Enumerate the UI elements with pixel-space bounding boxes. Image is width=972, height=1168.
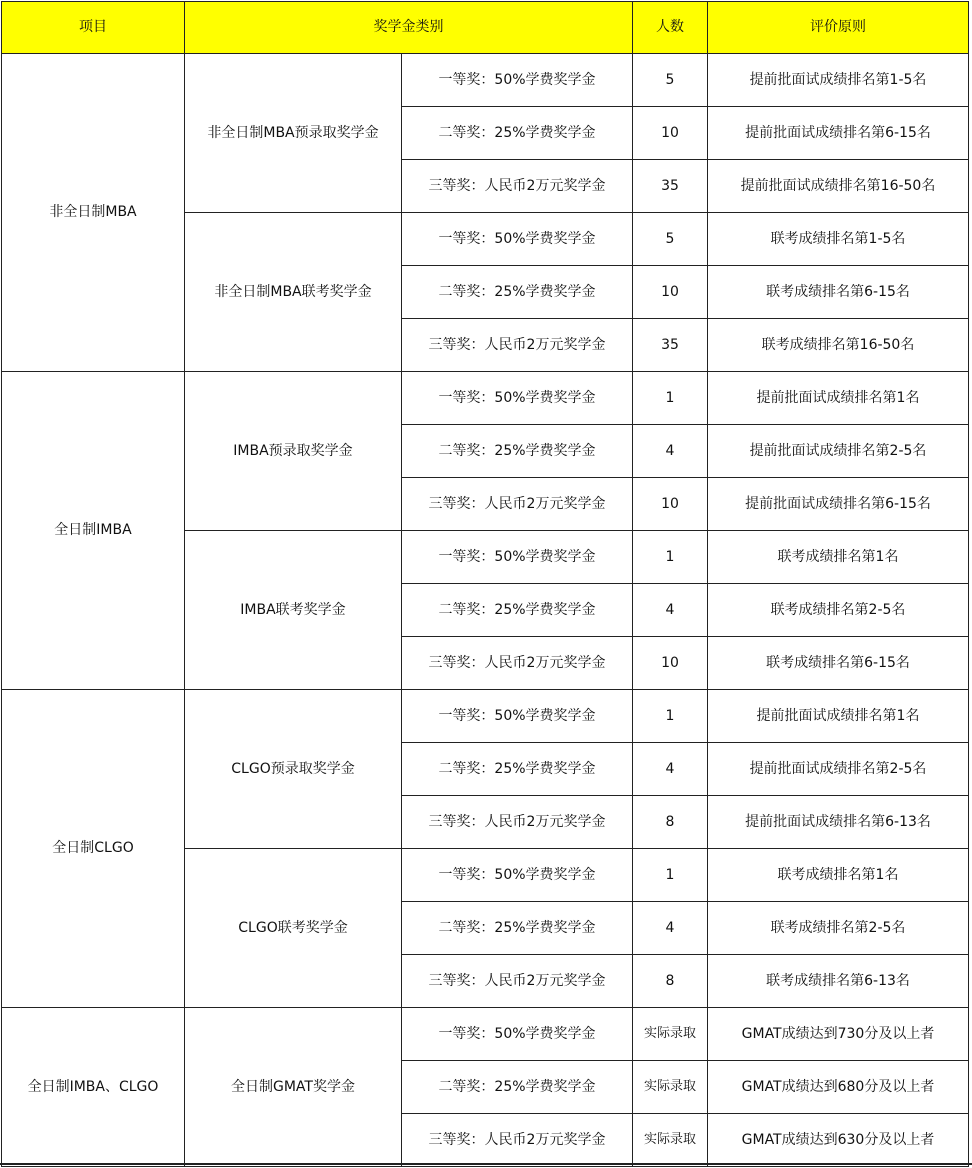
scholarship-name-cell: CLGO预录取奖学金: [185, 690, 402, 849]
award-level-cell: 一等奖：50%学费奖学金: [402, 54, 633, 107]
criteria-cell: GMAT成绩达到680分及以上者: [708, 1061, 969, 1114]
award-level-cell: 二等奖：25%学费奖学金: [402, 743, 633, 796]
scholarship-name-cell: IMBA联考奖学金: [185, 531, 402, 690]
count-cell: 1: [633, 372, 708, 425]
award-level-cell: 一等奖：50%学费奖学金: [402, 372, 633, 425]
header-criteria: 评价原则: [708, 2, 969, 54]
award-level-cell: 三等奖：人民币2万元奖学金: [402, 1114, 633, 1167]
criteria-cell: 提前批面试成绩排名第2-5名: [708, 743, 969, 796]
scholarship-name-cell: 非全日制MBA预录取奖学金: [185, 54, 402, 213]
scholarship-name-cell: 全日制GMAT奖学金: [185, 1008, 402, 1167]
criteria-cell: 联考成绩排名第2-5名: [708, 584, 969, 637]
scholarship-name-cell: CLGO联考奖学金: [185, 849, 402, 1008]
award-level-cell: 二等奖：25%学费奖学金: [402, 902, 633, 955]
criteria-cell: 联考成绩排名第1名: [708, 849, 969, 902]
bottom-rule: [0, 1163, 972, 1165]
scholarship-table: [1, 1, 969, 1167]
header-row: [2, 2, 969, 54]
criteria-cell: GMAT成绩达到730分及以上者: [708, 1008, 969, 1061]
criteria-cell: 联考成绩排名第2-5名: [708, 902, 969, 955]
award-level-cell: 三等奖：人民币2万元奖学金: [402, 319, 633, 372]
count-cell: 10: [633, 637, 708, 690]
project-cell: 非全日制MBA: [2, 54, 185, 372]
scholarship-name-cell: IMBA预录取奖学金: [185, 372, 402, 531]
criteria-cell: 提前批面试成绩排名第6-15名: [708, 107, 969, 160]
table-row: [2, 690, 969, 743]
criteria-cell: 联考成绩排名第6-13名: [708, 955, 969, 1008]
award-level-cell: 三等奖：人民币2万元奖学金: [402, 637, 633, 690]
criteria-cell: 联考成绩排名第6-15名: [708, 266, 969, 319]
table-row: [2, 1008, 969, 1061]
criteria-cell: 联考成绩排名第1-5名: [708, 213, 969, 266]
criteria-cell: 提前批面试成绩排名第16-50名: [708, 160, 969, 213]
award-level-cell: 三等奖：人民币2万元奖学金: [402, 160, 633, 213]
count-cell: 实际录取: [633, 1008, 708, 1061]
award-level-cell: 一等奖：50%学费奖学金: [402, 690, 633, 743]
criteria-cell: 联考成绩排名第16-50名: [708, 319, 969, 372]
count-cell: 5: [633, 213, 708, 266]
award-level-cell: 二等奖：25%学费奖学金: [402, 107, 633, 160]
criteria-cell: 提前批面试成绩排名第2-5名: [708, 425, 969, 478]
count-cell: 35: [633, 160, 708, 213]
count-cell: 4: [633, 584, 708, 637]
award-level-cell: 三等奖：人民币2万元奖学金: [402, 796, 633, 849]
criteria-cell: 提前批面试成绩排名第6-15名: [708, 478, 969, 531]
count-cell: 8: [633, 955, 708, 1008]
count-cell: 10: [633, 107, 708, 160]
criteria-cell: 提前批面试成绩排名第1名: [708, 690, 969, 743]
count-cell: 10: [633, 478, 708, 531]
count-cell: 实际录取: [633, 1114, 708, 1167]
criteria-cell: 联考成绩排名第6-15名: [708, 637, 969, 690]
award-level-cell: 二等奖：25%学费奖学金: [402, 266, 633, 319]
count-cell: 4: [633, 425, 708, 478]
award-level-cell: 三等奖：人民币2万元奖学金: [402, 478, 633, 531]
header-category: 奖学金类别: [185, 2, 633, 54]
scholarship-name-cell: 非全日制MBA联考奖学金: [185, 213, 402, 372]
count-cell: 1: [633, 531, 708, 584]
count-cell: 35: [633, 319, 708, 372]
criteria-cell: 提前批面试成绩排名第6-13名: [708, 796, 969, 849]
count-cell: 4: [633, 743, 708, 796]
criteria-cell: 联考成绩排名第1名: [708, 531, 969, 584]
award-level-cell: 一等奖：50%学费奖学金: [402, 213, 633, 266]
count-cell: 1: [633, 849, 708, 902]
award-level-cell: 二等奖：25%学费奖学金: [402, 425, 633, 478]
criteria-cell: GMAT成绩达到630分及以上者: [708, 1114, 969, 1167]
award-level-cell: 二等奖：25%学费奖学金: [402, 1061, 633, 1114]
header-project: 项目: [2, 2, 185, 54]
award-level-cell: 二等奖：25%学费奖学金: [402, 584, 633, 637]
award-level-cell: 一等奖：50%学费奖学金: [402, 1008, 633, 1061]
criteria-cell: 提前批面试成绩排名第1名: [708, 372, 969, 425]
count-cell: 实际录取: [633, 1061, 708, 1114]
table-row: [2, 372, 969, 425]
award-level-cell: 三等奖：人民币2万元奖学金: [402, 955, 633, 1008]
header-count: 人数: [633, 2, 708, 54]
award-level-cell: 一等奖：50%学费奖学金: [402, 849, 633, 902]
table-body: [2, 54, 969, 1167]
project-cell: 全日制IMBA: [2, 372, 185, 690]
criteria-cell: 提前批面试成绩排名第1-5名: [708, 54, 969, 107]
award-level-cell: 一等奖：50%学费奖学金: [402, 531, 633, 584]
count-cell: 4: [633, 902, 708, 955]
project-cell: 全日制CLGO: [2, 690, 185, 1008]
count-cell: 10: [633, 266, 708, 319]
project-cell: 全日制IMBA、CLGO: [2, 1008, 185, 1167]
count-cell: 5: [633, 54, 708, 107]
count-cell: 1: [633, 690, 708, 743]
count-cell: 8: [633, 796, 708, 849]
table-row: [2, 54, 969, 107]
